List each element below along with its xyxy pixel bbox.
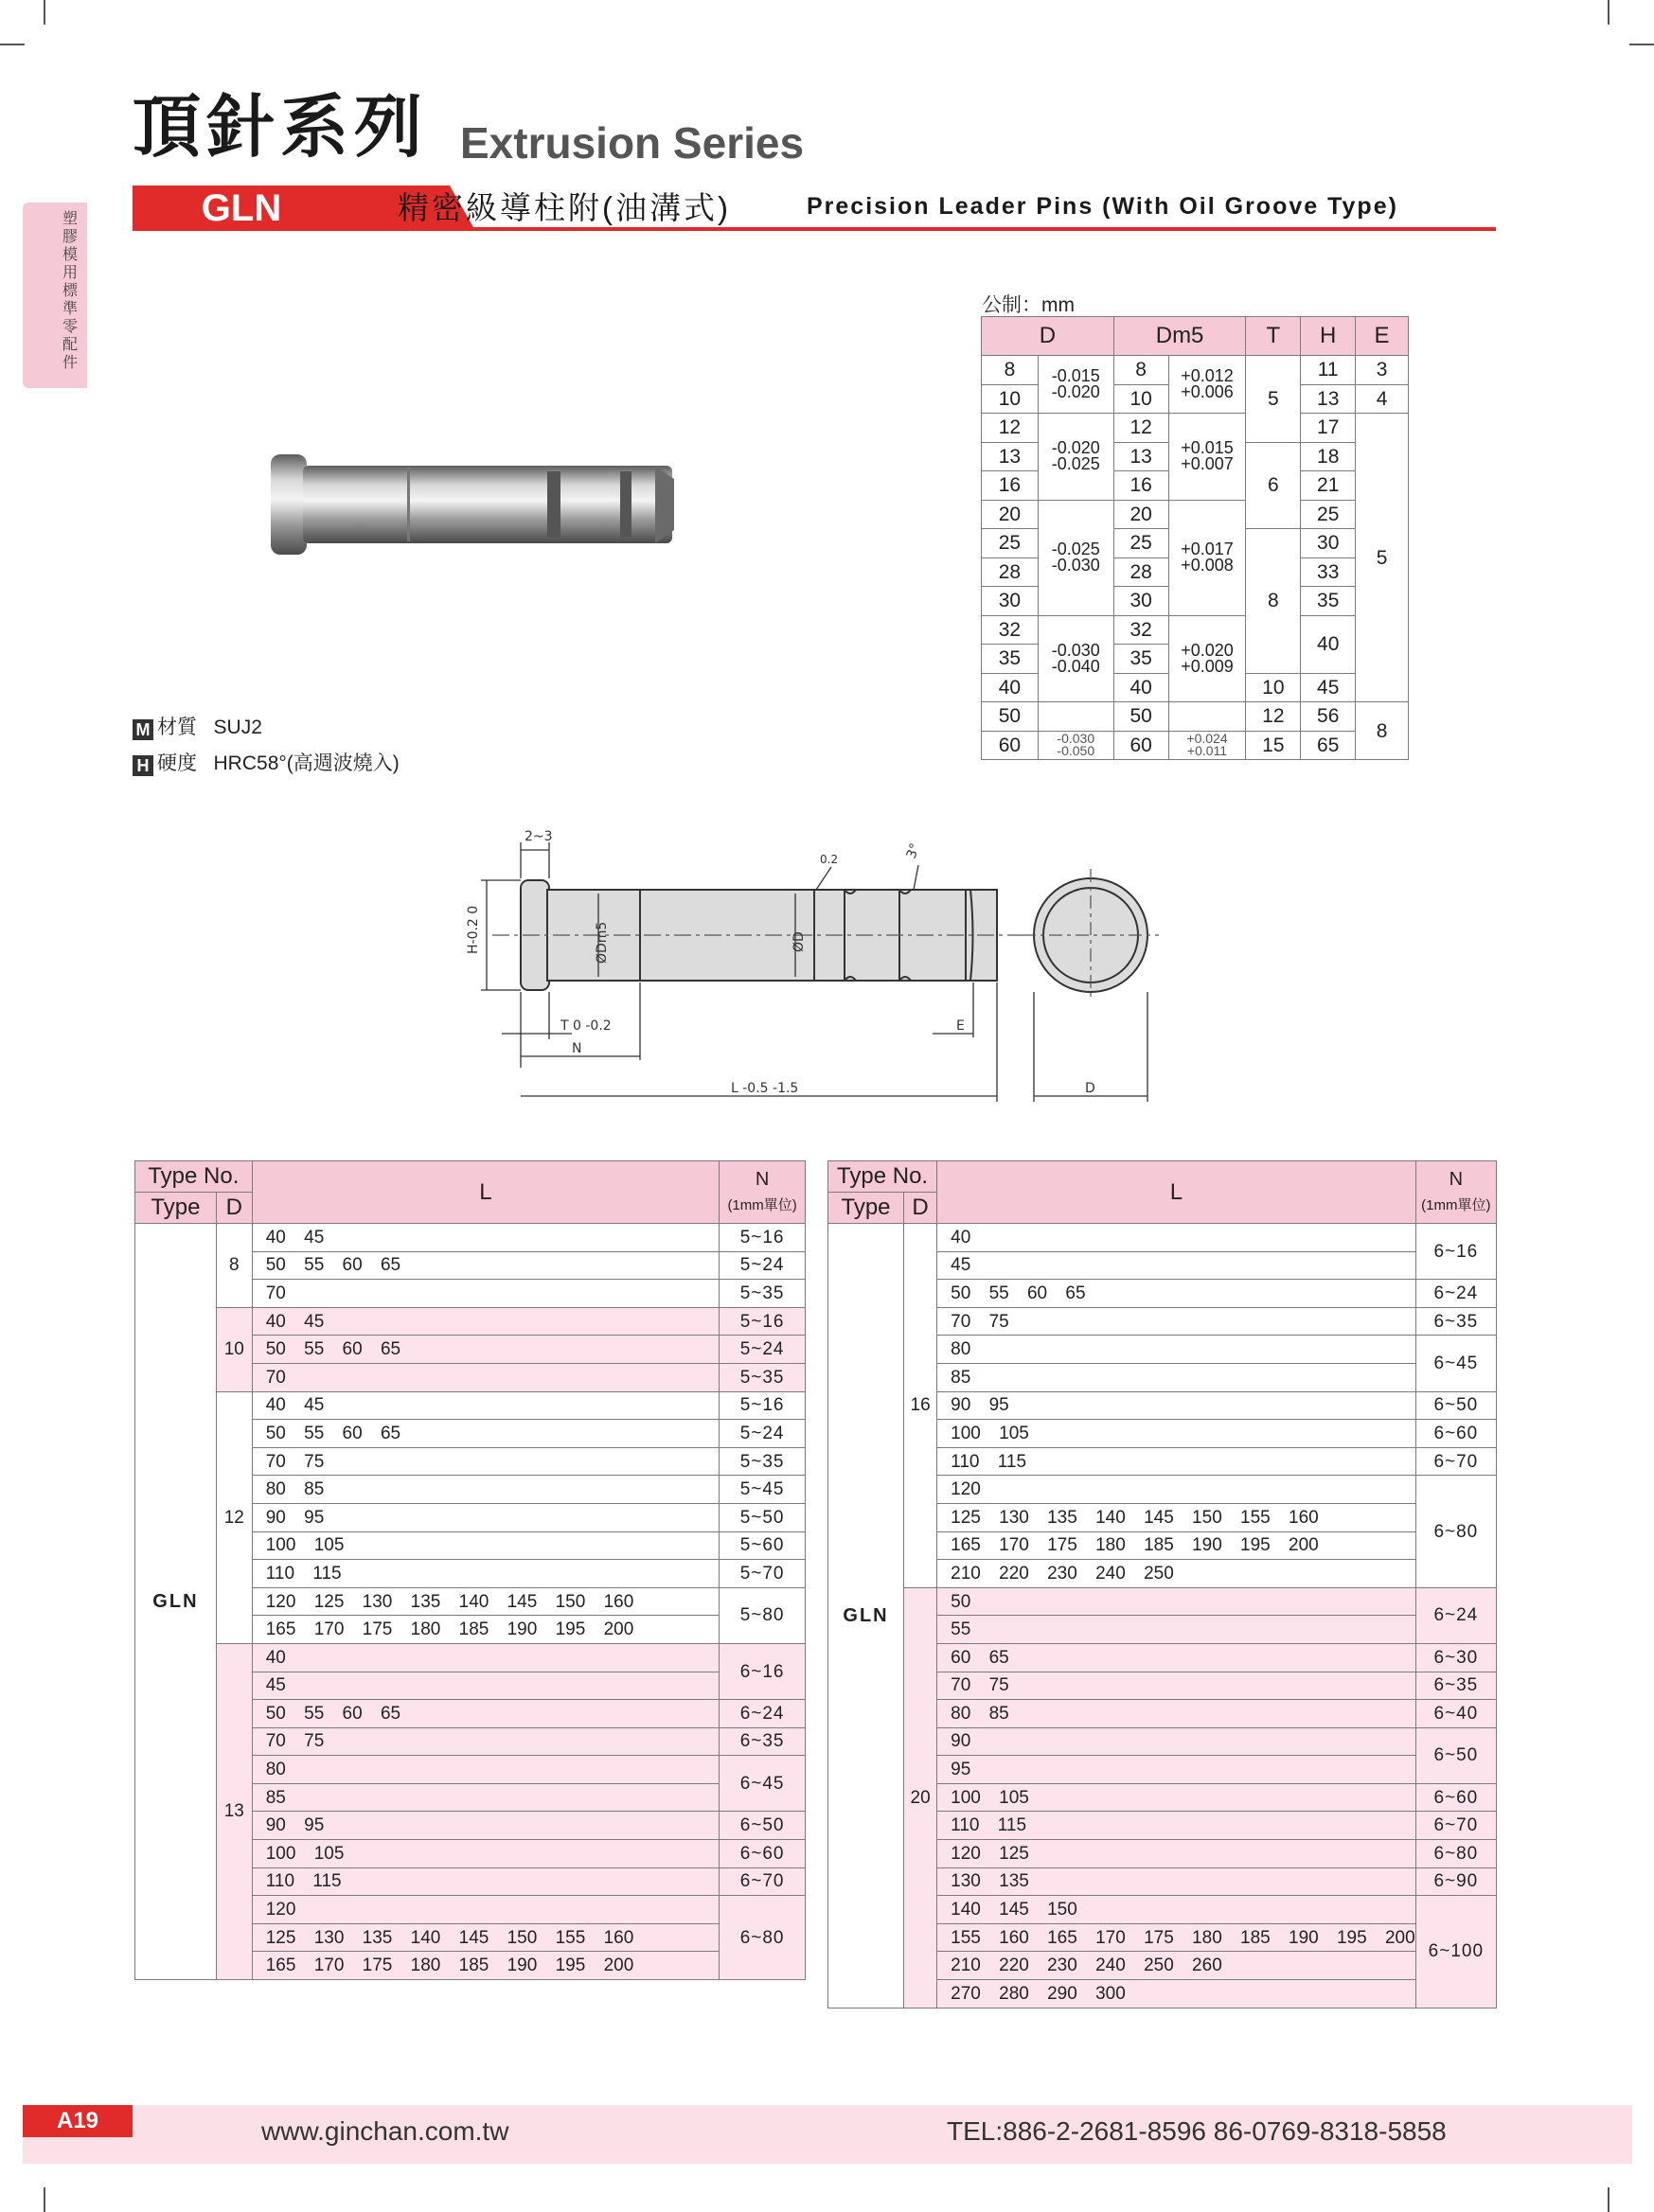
l-cell: 90 95 <box>252 1812 720 1840</box>
spec-dm5: 32 <box>1113 615 1168 645</box>
dim-n-label: N <box>572 1041 582 1056</box>
spec-dm5-tol: +0.020 +0.009 <box>1168 615 1246 702</box>
spec-dm5: 40 <box>1113 673 1168 702</box>
l-cell: 165 170 175 180 185 190 195 200 <box>252 1952 720 1980</box>
lt-head-type: Type <box>135 1193 217 1224</box>
dim-t-label: T 0 -0.2 <box>560 1018 612 1034</box>
series-code: GLN <box>201 187 282 229</box>
n-cell: 6~35 <box>1415 1672 1496 1700</box>
spec-h: 17 <box>1301 414 1356 443</box>
lt-head-type-no: Type No. <box>828 1161 937 1193</box>
l-cell: 110 115 <box>937 1812 1416 1840</box>
n-cell: 5~24 <box>720 1336 806 1364</box>
table-row <box>828 1587 1497 1616</box>
l-cell: 125 130 135 140 145 150 155 160 <box>937 1503 1416 1531</box>
n-cell: 5~24 <box>720 1251 806 1280</box>
type-cell: GLN <box>828 1224 904 2008</box>
dim-chamfer-label: 2~3 <box>525 829 553 844</box>
material-line <box>133 712 262 740</box>
material-label: 材質 <box>157 717 197 738</box>
hardness-value: HRC58°(高週波燒入) <box>213 752 400 774</box>
lt-head-l: L <box>252 1161 720 1224</box>
n-cell: 6~30 <box>1415 1643 1496 1672</box>
unit-label: 公制：mm <box>982 294 1075 316</box>
l-cell: 70 75 <box>252 1447 720 1476</box>
n-cell: 5~16 <box>720 1391 806 1420</box>
l-cell: 50 55 60 65 <box>252 1251 720 1280</box>
n-cell: 6~80 <box>1415 1476 1496 1587</box>
n-cell: 6~70 <box>1415 1812 1496 1840</box>
dim-angle-label: 3° <box>903 841 924 861</box>
d-cell: 16 <box>904 1224 937 1588</box>
lt-head-d: D <box>216 1193 252 1224</box>
spec-d: 35 <box>982 645 1039 674</box>
n-cell: 5~35 <box>720 1363 806 1391</box>
spec-dm5-tol: +0.012 +0.006 <box>1168 356 1246 414</box>
l-cell: 120 <box>937 1476 1416 1504</box>
l-cell: 80 85 <box>937 1700 1416 1728</box>
spec-head-t: T <box>1246 317 1301 356</box>
dim-d-label: ØD <box>791 931 807 952</box>
spec-d-tol: -0.025 -0.030 <box>1038 500 1113 615</box>
spec-d: 50 <box>982 702 1039 732</box>
spec-dm5-tol-empty <box>1168 702 1246 732</box>
l-cell: 50 55 60 65 <box>252 1700 720 1728</box>
side-tab-text: 塑膠模用標準零配件 <box>62 211 78 371</box>
l-cell: 80 <box>252 1756 720 1784</box>
spec-dm5: 10 <box>1113 384 1168 414</box>
n-cell: 6~60 <box>1415 1420 1496 1448</box>
n-cell: 5~80 <box>720 1587 806 1643</box>
l-cell: 60 65 <box>937 1643 1416 1672</box>
spec-d: 12 <box>982 414 1039 443</box>
spec-t: 15 <box>1246 731 1301 760</box>
l-cell: 85 <box>252 1783 720 1812</box>
spec-h: 25 <box>1301 500 1356 529</box>
l-cell: 45 <box>937 1251 1416 1280</box>
spec-d: 40 <box>982 673 1039 702</box>
d-cell: 13 <box>216 1643 252 1979</box>
spec-dm5-tol: +0.017 +0.008 <box>1168 500 1246 615</box>
spec-d-tol: -0.020 -0.025 <box>1038 414 1113 501</box>
table-row <box>135 1643 806 1672</box>
l-cell: 130 135 <box>937 1867 1416 1896</box>
n-cell: 5~70 <box>720 1560 806 1588</box>
hardness-icon: H <box>133 755 153 776</box>
l-cell: 70 <box>252 1363 720 1391</box>
dim-e-label: E <box>956 1018 965 1034</box>
spec-head-h: H <box>1301 317 1356 356</box>
spec-d: 28 <box>982 557 1039 587</box>
l-cell: 70 75 <box>252 1727 720 1756</box>
spec-dm5: 28 <box>1113 557 1168 587</box>
l-cell: 70 <box>252 1280 720 1308</box>
l-cell: 50 55 60 65 <box>937 1280 1416 1308</box>
spec-dm5: 8 <box>1113 356 1168 385</box>
lt-head-type-no: Type No. <box>135 1161 253 1193</box>
subtitle-en: Precision Leader Pins (With Oil Groove Type) <box>807 193 1398 220</box>
l-cell: 90 95 <box>252 1503 720 1531</box>
l-cell: 50 <box>937 1587 1416 1616</box>
n-cell: 6~90 <box>1415 1867 1496 1896</box>
n-cell: 6~60 <box>1415 1783 1496 1812</box>
l-cell: 165 170 175 180 185 190 195 200 <box>937 1531 1416 1560</box>
table-row <box>828 1224 1497 1252</box>
spec-d-tol: -0.030 -0.040 <box>1038 615 1113 702</box>
hardness-label: 硬度 <box>157 752 197 774</box>
crop-mark <box>1608 0 1610 25</box>
spec-e: 5 <box>1356 414 1409 702</box>
dim-end-d-label: D <box>1085 1081 1095 1096</box>
l-cell: 120 <box>252 1896 720 1924</box>
spec-d: 20 <box>982 500 1039 529</box>
l-cell: 70 75 <box>937 1672 1416 1700</box>
l-cell: 40 45 <box>252 1391 720 1420</box>
d-cell: 8 <box>216 1224 252 1308</box>
n-cell: 6~50 <box>1415 1727 1496 1783</box>
spec-dm5: 60 <box>1113 731 1168 760</box>
page-title-en: Extrusion Series <box>460 118 805 168</box>
table-row <box>135 1307 806 1336</box>
spec-h: 21 <box>1301 471 1356 501</box>
leader-angle <box>914 865 918 890</box>
technical-drawing <box>454 822 1193 1106</box>
spec-t: 5 <box>1246 356 1301 443</box>
l-cell: 210 220 230 240 250 <box>937 1560 1416 1588</box>
spec-h: 35 <box>1301 587 1356 616</box>
spec-d-tol: -0.030 -0.050 <box>1038 731 1113 760</box>
l-cell: 110 115 <box>252 1867 720 1896</box>
spec-h: 33 <box>1301 557 1356 587</box>
lt-head-type: Type <box>828 1193 904 1224</box>
n-cell: 5~24 <box>720 1420 806 1448</box>
l-cell: 40 <box>252 1643 720 1672</box>
dim-h-label: H-0.2 0 <box>466 905 481 954</box>
product-photo-pin <box>265 452 682 557</box>
l-cell: 100 105 <box>252 1531 720 1560</box>
spec-head-d: D <box>982 317 1114 356</box>
spec-d: 25 <box>982 529 1039 558</box>
l-cell: 45 <box>252 1672 720 1700</box>
l-cell: 165 170 175 180 185 190 195 200 <box>252 1616 720 1644</box>
n-cell: 6~50 <box>1415 1391 1496 1420</box>
n-cell: 6~24 <box>1415 1280 1496 1308</box>
crop-mark <box>44 0 45 25</box>
l-cell: 90 <box>937 1727 1416 1756</box>
l-cell: 40 <box>937 1224 1416 1252</box>
spec-e: 8 <box>1356 702 1409 760</box>
material-icon: M <box>133 719 153 740</box>
dim-groove-label: 0.2 <box>820 853 839 866</box>
lt-head-l: L <box>937 1161 1416 1224</box>
n-cell: 5~16 <box>720 1307 806 1336</box>
spec-head-dm5: Dm5 <box>1113 317 1246 356</box>
l-cell: 95 <box>937 1756 1416 1784</box>
n-cell: 5~50 <box>720 1503 806 1531</box>
page-number: A19 <box>23 2105 133 2137</box>
spec-h: 56 <box>1301 702 1356 732</box>
spec-dm5: 13 <box>1113 442 1168 471</box>
crop-mark <box>1608 2187 1610 2212</box>
l-cell: 100 105 <box>937 1420 1416 1448</box>
n-cell: 6~16 <box>1415 1224 1496 1280</box>
crop-mark <box>0 44 25 45</box>
lt-head-n: N (1mm單位) <box>720 1161 806 1224</box>
crop-mark <box>44 2187 45 2212</box>
material-value: SUJ2 <box>213 717 262 738</box>
l-cell: 210 220 230 240 250 260 <box>937 1952 1416 1980</box>
type-cell: GLN <box>135 1224 217 1980</box>
spec-h: 40 <box>1301 615 1356 673</box>
n-cell: 5~35 <box>720 1280 806 1308</box>
l-cell: 110 115 <box>937 1447 1416 1476</box>
n-cell: 6~40 <box>1415 1700 1496 1728</box>
n-cell: 6~45 <box>1415 1336 1496 1391</box>
n-cell: 6~35 <box>720 1727 806 1756</box>
l-cell: 50 55 60 65 <box>252 1420 720 1448</box>
spec-h: 65 <box>1301 731 1356 760</box>
n-cell: 6~16 <box>720 1643 806 1699</box>
n-cell: 6~45 <box>720 1756 806 1812</box>
l-cell: 90 95 <box>937 1391 1416 1420</box>
n-cell: 6~80 <box>720 1896 806 1980</box>
l-cell: 140 145 150 <box>937 1896 1416 1924</box>
length-table-right <box>827 1160 1497 2008</box>
spec-t: 10 <box>1246 673 1301 702</box>
l-cell: 155 160 165 170 175 180 185 190 195 200 <box>937 1923 1416 1952</box>
l-cell: 120 125 130 135 140 145 150 160 <box>252 1587 720 1616</box>
l-cell: 110 115 <box>252 1560 720 1588</box>
n-cell: 6~35 <box>1415 1307 1496 1336</box>
length-table-left <box>134 1160 806 1980</box>
page-title-cn: 頂針系列 <box>133 86 429 167</box>
spec-h: 13 <box>1301 384 1356 414</box>
leader-groove <box>816 867 831 890</box>
telephone: TEL:886-2-2681-8596 86-0769-8318-5858 <box>947 2116 1447 2146</box>
spec-d: 13 <box>982 442 1039 471</box>
l-cell: 70 75 <box>937 1307 1416 1336</box>
lt-head-n: N (1mm單位) <box>1415 1161 1496 1224</box>
n-cell: 6~60 <box>720 1840 806 1868</box>
dim-l-label: L -0.5 -1.5 <box>731 1081 799 1096</box>
spec-table <box>981 316 1409 760</box>
n-cell: 6~70 <box>1415 1447 1496 1476</box>
spec-dm5: 50 <box>1113 702 1168 732</box>
spec-h: 18 <box>1301 442 1356 471</box>
spec-dm5: 25 <box>1113 529 1168 558</box>
l-cell: 85 <box>937 1363 1416 1391</box>
spec-h: 11 <box>1301 356 1356 385</box>
l-cell: 270 280 290 300 <box>937 1980 1416 2008</box>
n-cell: 6~70 <box>720 1867 806 1896</box>
spec-d: 30 <box>982 587 1039 616</box>
n-cell: 5~16 <box>720 1224 806 1252</box>
spec-d: 8 <box>982 356 1039 385</box>
spec-dm5: 30 <box>1113 587 1168 616</box>
l-cell: 100 105 <box>937 1783 1416 1812</box>
l-cell: 40 45 <box>252 1224 720 1252</box>
spec-dm5: 35 <box>1113 645 1168 674</box>
dim-dm5-label: ØDm5 <box>595 921 610 964</box>
n-cell: 5~60 <box>720 1531 806 1560</box>
l-cell: 40 45 <box>252 1307 720 1336</box>
spec-d: 16 <box>982 471 1039 501</box>
spec-dm5-tol: +0.024 +0.011 <box>1168 731 1246 760</box>
d-cell: 10 <box>216 1307 252 1391</box>
subtitle-cn: 精密級導柱附(油溝式) <box>398 190 731 225</box>
table-row <box>135 1224 806 1252</box>
l-cell: 125 130 135 140 145 150 155 160 <box>252 1923 720 1952</box>
spec-e: 3 <box>1356 356 1409 385</box>
spec-h: 30 <box>1301 529 1356 558</box>
l-cell: 55 <box>937 1616 1416 1644</box>
spec-t: 8 <box>1246 529 1301 674</box>
spec-d-tol: -0.015 -0.020 <box>1038 356 1113 414</box>
n-cell: 6~24 <box>1415 1587 1496 1643</box>
spec-e: 4 <box>1356 384 1409 414</box>
n-cell: 5~45 <box>720 1476 806 1504</box>
spec-dm5: 12 <box>1113 414 1168 443</box>
l-cell: 80 <box>937 1336 1416 1364</box>
spec-t: 6 <box>1246 442 1301 529</box>
l-cell: 100 105 <box>252 1840 720 1868</box>
spec-d-tol-empty <box>1038 702 1113 732</box>
l-cell: 80 85 <box>252 1476 720 1504</box>
n-cell: 6~100 <box>1415 1896 1496 2008</box>
crop-mark <box>1629 44 1654 45</box>
hardness-line <box>133 748 400 776</box>
spec-h: 45 <box>1301 673 1356 702</box>
spec-d: 32 <box>982 615 1039 645</box>
spec-t: 12 <box>1246 702 1301 732</box>
l-cell: 50 55 60 65 <box>252 1336 720 1364</box>
n-cell: 5~35 <box>720 1447 806 1476</box>
table-row <box>135 1391 806 1420</box>
spec-head-e: E <box>1356 317 1409 356</box>
spec-d: 60 <box>982 731 1039 760</box>
d-cell: 12 <box>216 1391 252 1643</box>
website-link[interactable]: www.ginchan.com.tw <box>261 2116 509 2146</box>
spec-dm5: 20 <box>1113 500 1168 529</box>
n-cell: 6~80 <box>1415 1840 1496 1868</box>
spec-d: 10 <box>982 384 1039 414</box>
spec-dm5-tol: +0.015 +0.007 <box>1168 414 1246 501</box>
n-cell: 6~24 <box>720 1700 806 1728</box>
l-cell: 120 125 <box>937 1840 1416 1868</box>
d-cell: 20 <box>904 1587 937 2008</box>
n-cell: 6~50 <box>720 1812 806 1840</box>
spec-dm5: 16 <box>1113 471 1168 501</box>
lt-head-d: D <box>904 1193 937 1224</box>
